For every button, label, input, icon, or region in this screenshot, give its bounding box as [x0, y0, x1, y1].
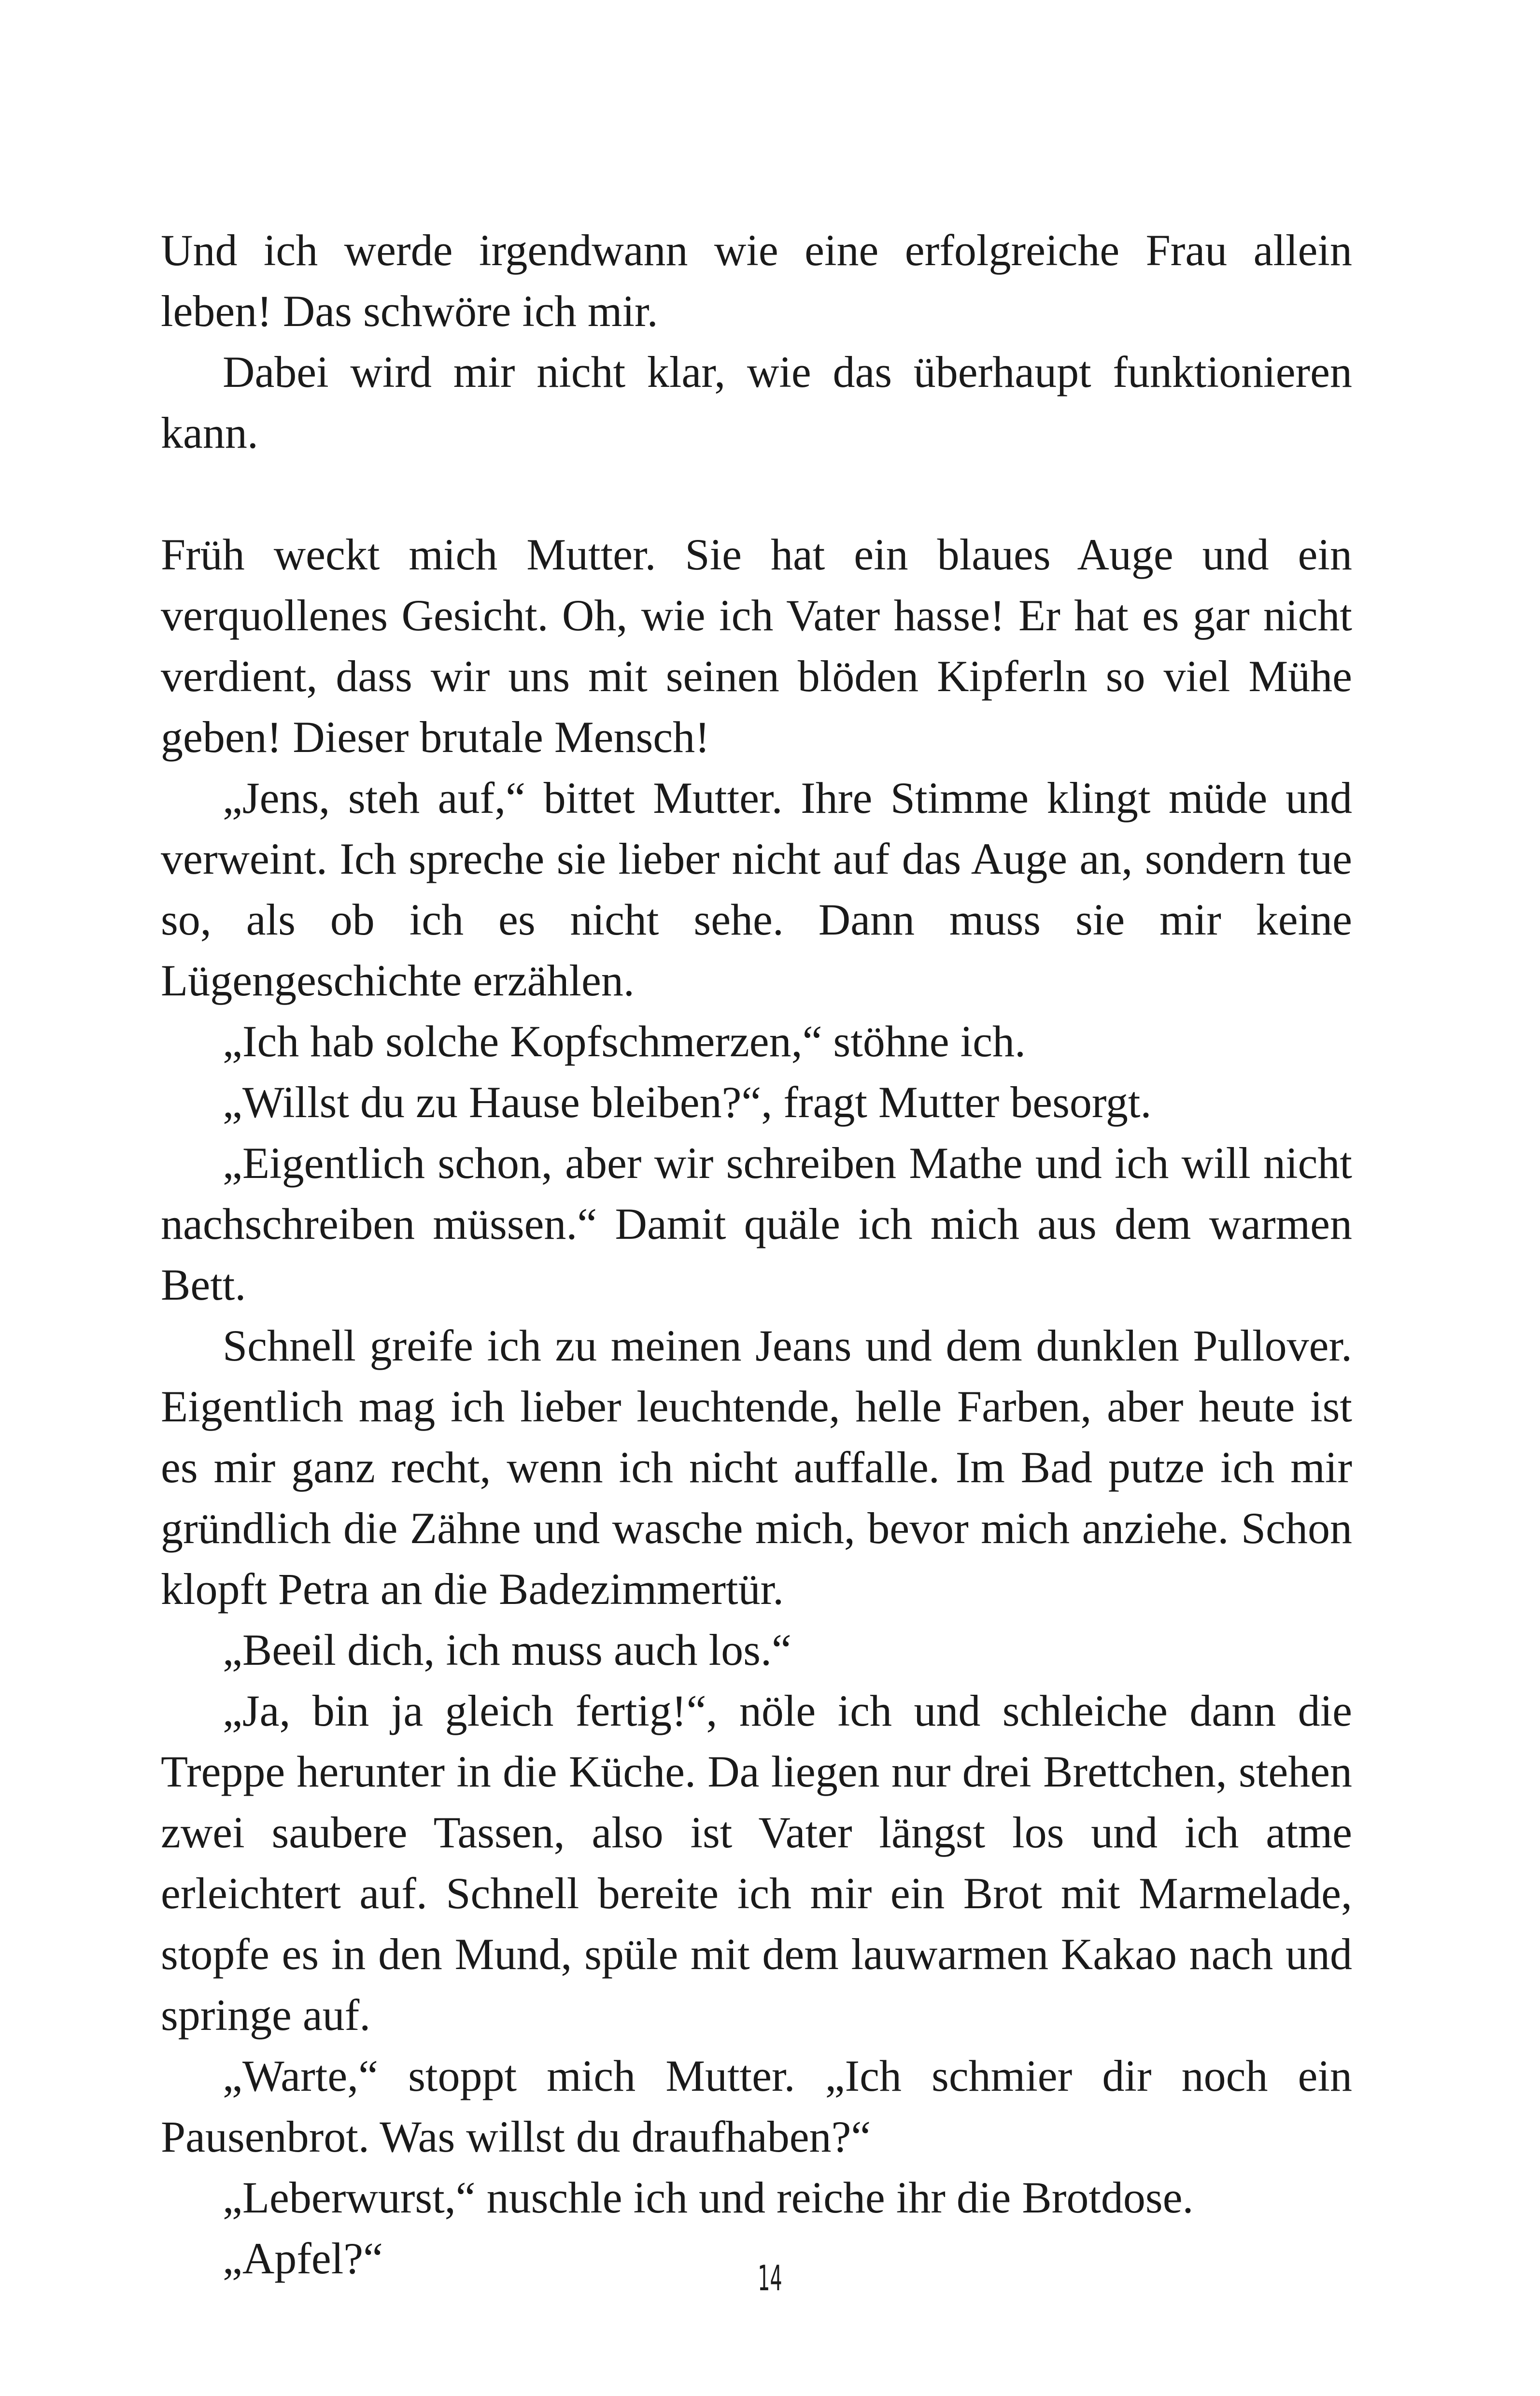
paragraph: „Leberwurst,“ nuschle ich und reiche ihr die Brotdose.: [223, 2173, 1194, 2222]
page-number: 14: [758, 2258, 782, 2298]
paragraph: „Jens, steh auf,“ bittet Mutter. Ihre Stimme klingt müde und verweint. Ich spreche sie lieber nicht auf das Auge an, sondern tue so, als ob ich es nicht sehe. Dann muss sie mir keine Lügengeschichte erzählen.: [161, 773, 1352, 1005]
paragraph: „Warte,“ stoppt mich Mutter. „Ich schmier dir noch ein Pausenbrot. Was willst du draufhaben?“: [161, 2051, 1352, 2161]
paragraph: Früh weckt mich Mutter. Sie hat ein blaues Auge und ein verquollenes Gesicht. Oh, wie ich Vater hasse! Er hat es gar nicht verdient, dass wir uns mit seinen blöden Kipferln so viel Mühe geben! Dieser brutale Mensch!: [161, 530, 1352, 762]
paragraph: „Ja, bin ja gleich fertig!“, nöle ich und schleiche dann die Treppe herunter in die Küche. Da liegen nur drei Brettchen, stehen zwei saubere Tassen, also ist Vater längst los und ich atme erleichtert auf. Schnell bereite ich mir ein Brot mit Marmelade, stopfe es in den Mund, spüle mit dem lauwarmen Kakao nach und springe auf.: [161, 1686, 1352, 2040]
paragraph: „Willst du zu Hause bleiben?“, fragt Mutter besorgt.: [223, 1077, 1152, 1127]
body-text: [161, 220, 1352, 2289]
paragraph: Dabei wird mir nicht klar, wie das überhaupt funktionieren kann.: [161, 347, 1352, 457]
paragraph: „Ich hab solche Kopfschmerzen,“ stöhne ich.: [223, 1017, 1026, 1066]
paragraph: „Beeil dich, ich muss auch los.“: [223, 1625, 791, 1674]
paragraph: Und ich werde irgendwann wie eine erfolgreiche Frau allein leben! Das schwöre ich mir.: [161, 226, 1352, 336]
paragraph: Schnell greife ich zu meinen Jeans und dem dunklen Pullover. Eigentlich mag ich lieber leuchtende, helle Farben, aber heute ist es mir ganz recht, wenn ich nicht auffalle. Im Bad putze ich mir gründlich die Zähne und wasche mich, bevor mich anziehe. Schon klopft Petra an die Badezimmertür.: [161, 1321, 1352, 1614]
paragraph: „Apfel?“: [223, 2234, 383, 2283]
paragraph: „Eigentlich schon, aber wir schreiben Mathe und ich will nicht nachschreiben müssen.“ Damit quäle ich mich aus dem warmen Bett.: [161, 1138, 1352, 1309]
